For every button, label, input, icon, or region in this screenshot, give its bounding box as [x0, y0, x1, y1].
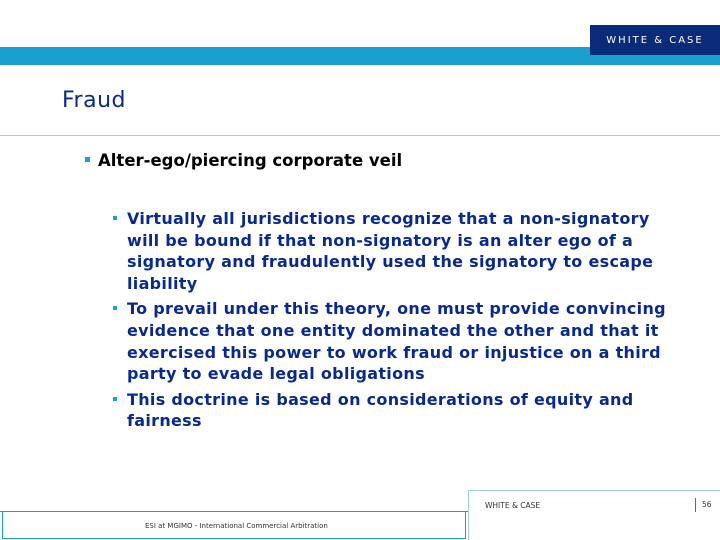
sub-bullet-text: Virtually all jurisdictions recognize that a non-signatory will be bound if that non-signatory is an alter ego of a signatory and fraudulently used the signatory to escape liability: [127, 209, 654, 293]
page-number-separator: [695, 498, 696, 512]
sub-bullet: [113, 298, 673, 384]
footer-course-title: ESI at MGIMO - International Commercial Arbitration: [145, 522, 328, 530]
sub-bullet-text: To prevail under this theory, one must provide convincing evidence that one entity dominated the other and that it exercised this power to work fraud or injustice on a third party to evade legal obligations: [127, 299, 666, 384]
footer-right-divider: [468, 490, 720, 491]
sub-bullet-text: This doctrine is based on considerations of equity and fairness: [127, 389, 634, 431]
slide-title: Fraud: [62, 88, 126, 113]
square-bullet-icon: [85, 157, 90, 162]
main-bullet-text: Alter-ego/piercing corporate veil: [98, 151, 403, 170]
company-logo: [590, 25, 720, 55]
square-bullet-icon: [113, 306, 117, 310]
title-divider: [0, 135, 720, 136]
sub-bullet: [113, 208, 673, 294]
logo-text: WHITE & CASE: [606, 34, 704, 46]
footer-brand: WHITE & CASE: [485, 501, 541, 510]
footer-vertical-divider: [468, 490, 469, 540]
page-number: 56: [702, 500, 712, 509]
main-bullet: [85, 150, 685, 172]
square-bullet-icon: [113, 397, 117, 401]
square-bullet-icon: [113, 216, 117, 220]
sub-bullet-list: [113, 208, 673, 436]
sub-bullet: [113, 389, 673, 432]
